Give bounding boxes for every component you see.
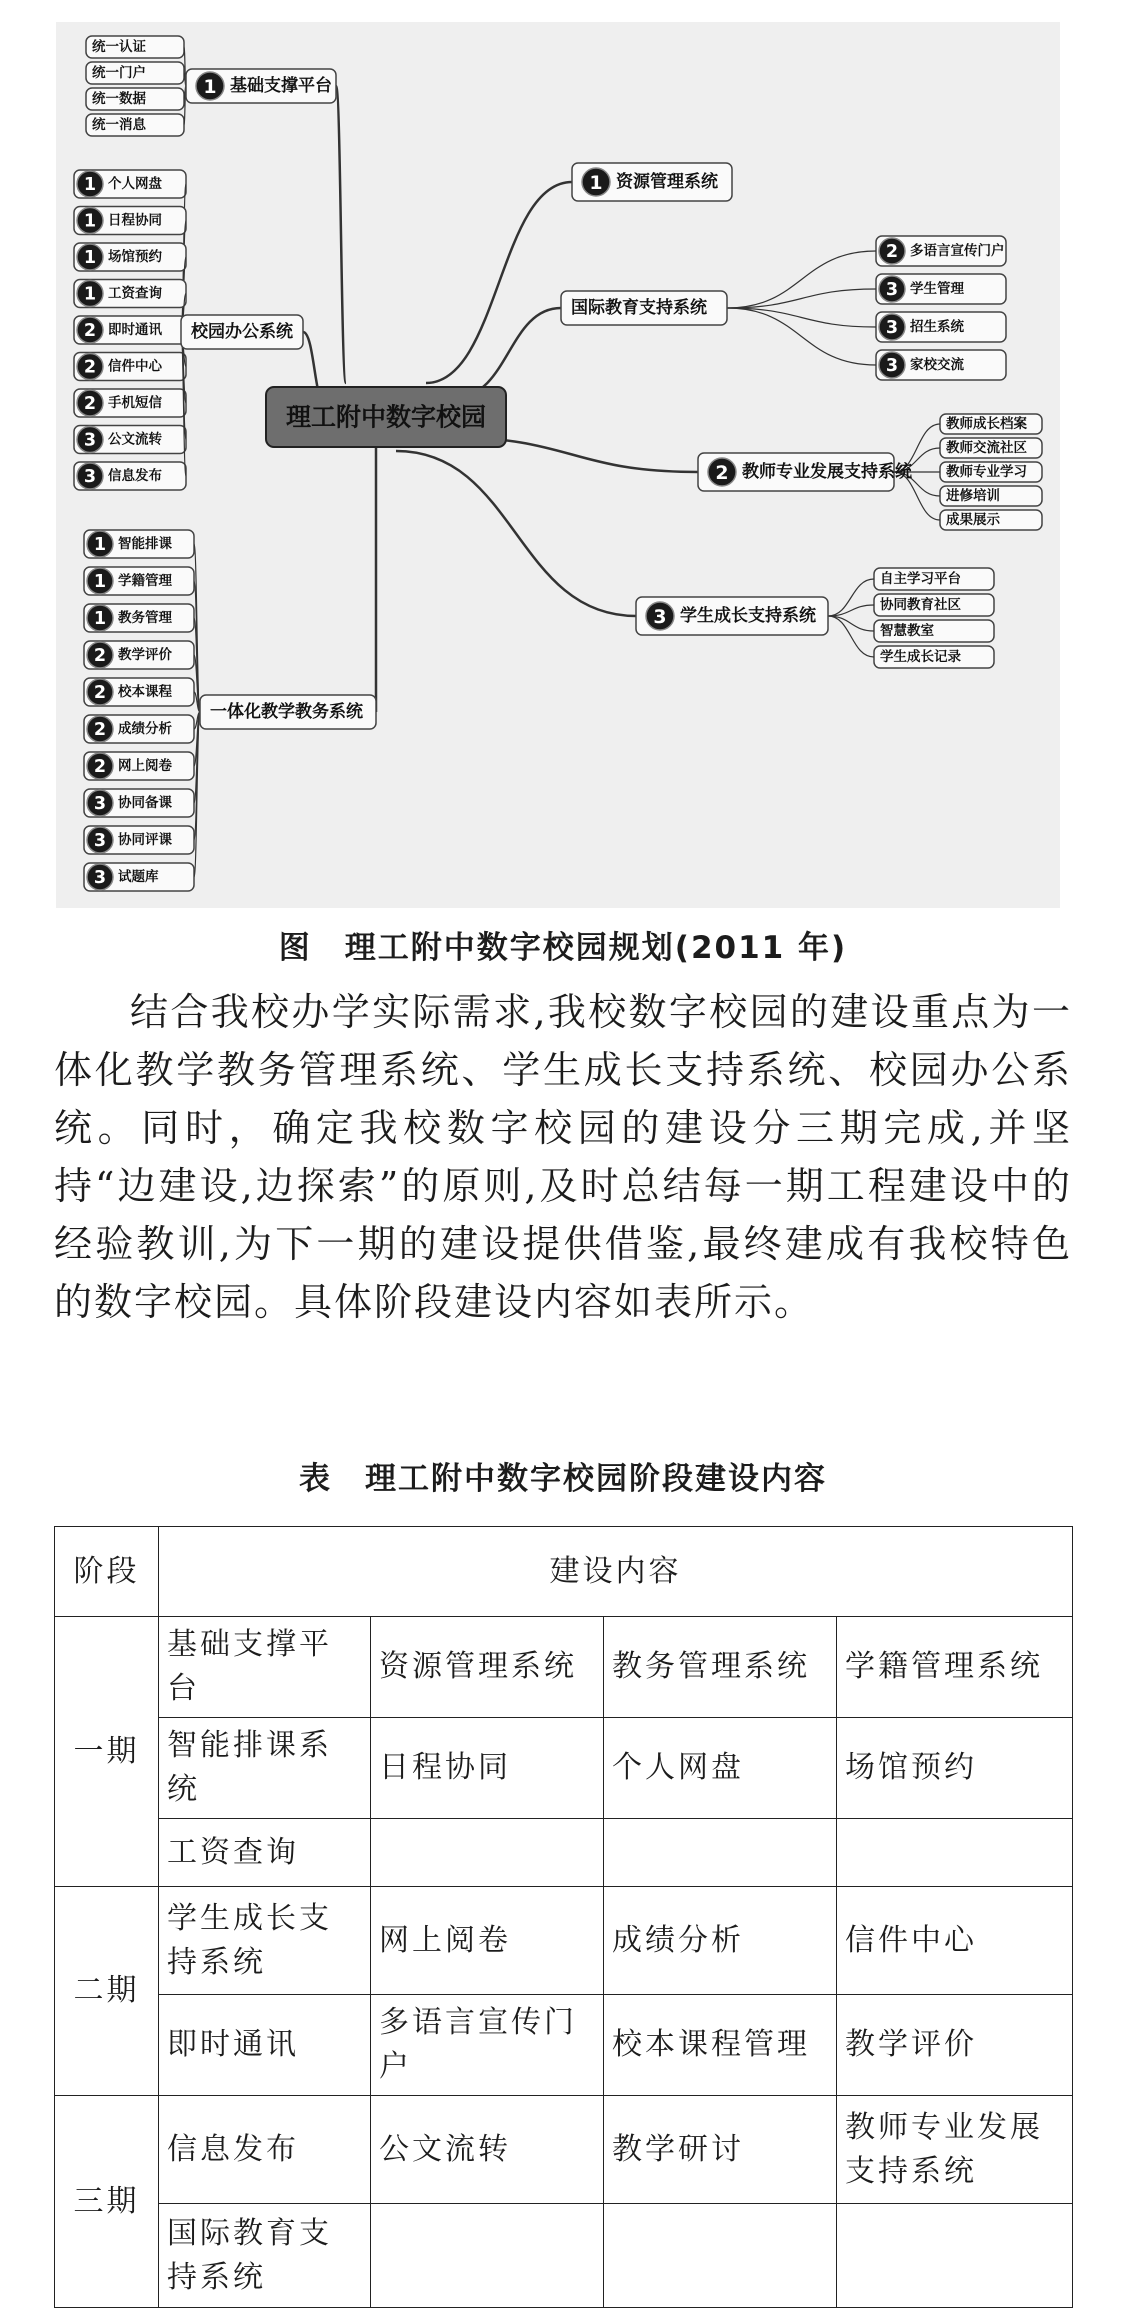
leaf-node-label: 协同评课 <box>118 832 172 848</box>
central-node-label: 理工附中数字校园 <box>285 402 487 432</box>
leaf-node-badge-number: 1 <box>93 535 107 555</box>
leaf-node-label: 成绩分析 <box>118 721 172 737</box>
connector-line <box>727 251 876 308</box>
leaf-node-badge-number: 1 <box>93 572 107 592</box>
leaf-node-badge-number: 1 <box>93 609 107 629</box>
leaf-node-label: 个人网盘 <box>108 176 162 192</box>
leaf-node-badge-number: 2 <box>885 242 899 262</box>
table-cell: 即时通讯 <box>159 1995 371 2096</box>
leaf-node-label: 统一数据 <box>92 91 146 107</box>
leaf-node-badge-number: 2 <box>93 757 107 777</box>
table-cell: 场馆预约 <box>837 1718 1073 1819</box>
branch-node-label: 校园办公系统 <box>191 322 293 342</box>
leaf-node-label: 协同教育社区 <box>880 597 961 613</box>
table-row <box>55 1887 1073 1995</box>
table-cell <box>604 2204 837 2308</box>
table-cell <box>604 1819 837 1887</box>
leaf-node-badge-number: 3 <box>885 318 899 338</box>
branch-node-label: 国际教育支持系统 <box>571 298 707 318</box>
table-cell <box>837 1819 1073 1887</box>
body-paragraph <box>54 983 1072 1331</box>
table-cell <box>371 1819 604 1887</box>
table-cell: 学籍管理系统 <box>837 1617 1073 1718</box>
leaf-node-label: 公文流转 <box>108 431 162 448</box>
leaf-node-label: 多语言宣传门户 <box>910 243 1005 259</box>
leaf-node-badge-number: 2 <box>83 321 97 341</box>
leaf-node-badge-number: 1 <box>83 248 97 268</box>
leaf-node-label: 教师交流社区 <box>946 440 1027 456</box>
table-cell: 信件中心 <box>837 1887 1073 1995</box>
leaf-node-badge-number: 2 <box>93 720 107 740</box>
branch-node-badge-number: 1 <box>203 76 217 98</box>
leaf-node-label: 网上阅卷 <box>118 758 172 774</box>
branch-node-label: 基础支撑平台 <box>230 76 332 96</box>
leaf-node-label: 教务管理 <box>118 610 172 626</box>
leaf-node-label: 自主学习平台 <box>880 571 961 587</box>
table-cell: 公文流转 <box>371 2096 604 2204</box>
leaf-node-label: 学籍管理 <box>118 573 172 589</box>
leaf-node-label: 智慧教室 <box>880 623 934 639</box>
stage-name-cell: 一期 <box>55 1617 159 1887</box>
leaf-node-badge-number: 3 <box>83 430 97 451</box>
leaf-node-badge-number: 3 <box>93 831 107 851</box>
paragraph-text: 结合我校办学实际需求,我校数字校园的建设重点为一体化教学教务管理系统、学生成长支持系统、校园办公系统。同时，确定我校数字校园的建设分三期完成,并坚持“边建设,边探索”的原则,及时总结每一期工程建设中的经验教训,为下一期的建设提供借鉴,最终建成有我校特色的数字校园。具体阶段建设内容如表所示。 <box>54 990 1072 1324</box>
table-cell: 日程协同 <box>371 1718 604 1819</box>
table-cell: 国际教育支持系统 <box>159 2204 371 2308</box>
leaf-node-label: 教学评价 <box>118 647 172 663</box>
table-row <box>55 2204 1073 2308</box>
table-row <box>55 1617 1073 1718</box>
leaf-node-label: 统一门户 <box>92 65 146 81</box>
table-header-content: 建设内容 <box>159 1527 1073 1617</box>
table-cell: 教学研讨 <box>604 2096 837 2204</box>
stage-name-cell: 三期 <box>55 2096 159 2308</box>
table-row <box>55 1718 1073 1819</box>
table-cell: 教务管理系统 <box>604 1617 837 1718</box>
connector-line <box>456 308 561 397</box>
mindmap-figure <box>56 22 1060 908</box>
stage-name-cell: 二期 <box>55 1887 159 2096</box>
leaf-node-badge-number: 3 <box>93 794 107 814</box>
table-row <box>55 2096 1073 2204</box>
table-header-stage: 阶段 <box>55 1527 159 1617</box>
leaf-node-badge-number: 2 <box>93 683 107 703</box>
connector-line <box>727 308 876 365</box>
leaf-node-label: 家校交流 <box>910 357 964 373</box>
leaf-node-label: 手机短信 <box>108 395 162 411</box>
connector-line <box>336 86 346 383</box>
leaf-node-label: 场馆预约 <box>108 249 162 265</box>
leaf-node-badge-number: 3 <box>93 868 107 888</box>
leaf-node-label: 校本课程 <box>118 684 172 700</box>
leaf-node-badge-number: 2 <box>93 646 107 666</box>
leaf-node-label: 信件中心 <box>108 358 162 375</box>
table-caption: 表 理工附中数字校园阶段建设内容 <box>299 1461 827 1497</box>
figure-caption: 图 理工附中数字校园规划(2011 年) <box>278 930 848 966</box>
table-cell: 工资查询 <box>159 1819 371 1887</box>
leaf-node-label: 信息发布 <box>108 468 162 484</box>
connector-line <box>426 182 572 383</box>
leaf-node-label: 即时通讯 <box>108 322 162 338</box>
table-cell <box>837 2204 1073 2308</box>
leaf-node-label: 日程协同 <box>108 212 162 229</box>
connector-line <box>828 616 874 657</box>
branch-node-label: 资源管理系统 <box>616 172 718 192</box>
table-cell: 基础支撑平台 <box>159 1617 371 1718</box>
leaf-node-label: 招生系统 <box>910 319 964 335</box>
table-cell: 智能排课系统 <box>159 1718 371 1819</box>
branch-node-badge-number: 1 <box>589 172 603 194</box>
leaf-node-badge-number: 2 <box>83 357 97 378</box>
connector-line <box>727 308 876 327</box>
connector-line <box>727 289 876 308</box>
table-cell: 教学评价 <box>837 1995 1073 2096</box>
table-cell: 成绩分析 <box>604 1887 837 1995</box>
leaf-node-badge-number: 3 <box>885 280 899 300</box>
connector-line <box>828 616 874 631</box>
leaf-node-label: 工资查询 <box>108 285 162 302</box>
leaf-node-label: 学生管理 <box>910 281 964 297</box>
table-cell: 校本课程管理 <box>604 1995 837 2096</box>
table-row <box>55 1819 1073 1887</box>
table-cell: 信息发布 <box>159 2096 371 2204</box>
leaf-node-label: 教师专业学习 <box>946 464 1027 480</box>
branch-node-label: 学生成长支持系统 <box>680 606 816 626</box>
leaf-node-badge-number: 2 <box>83 394 97 414</box>
branch-node-label: 一体化教学教务系统 <box>210 702 363 722</box>
connector-line <box>396 451 636 616</box>
table-cell: 网上阅卷 <box>371 1887 604 1995</box>
leaf-node-label: 进修培训 <box>946 488 1000 504</box>
table-row <box>55 1995 1073 2096</box>
table-cell: 个人网盘 <box>604 1718 837 1819</box>
leaf-node-badge-number: 1 <box>83 211 97 232</box>
leaf-node-label: 协同备课 <box>118 795 172 811</box>
leaf-node-label: 智能排课 <box>118 536 172 552</box>
table-cell: 教师专业发展支持系统 <box>837 2096 1073 2204</box>
leaf-node-label: 教师成长档案 <box>946 416 1027 432</box>
table-cell: 学生成长支持系统 <box>159 1887 371 1995</box>
table-cell: 资源管理系统 <box>371 1617 604 1718</box>
table-cell <box>371 2204 604 2308</box>
leaf-node-badge-number: 1 <box>83 284 97 305</box>
leaf-node-badge-number: 3 <box>885 356 899 376</box>
stage-table <box>54 1526 1073 2308</box>
leaf-node-badge-number: 3 <box>83 467 97 487</box>
branch-node-badge-number: 2 <box>715 462 729 484</box>
leaf-node-label: 学生成长记录 <box>880 649 961 665</box>
leaf-node-badge-number: 1 <box>83 175 97 195</box>
leaf-node-label: 试题库 <box>118 869 159 885</box>
leaf-node-label: 成果展示 <box>946 512 1000 528</box>
leaf-node-label: 统一消息 <box>92 117 146 133</box>
branch-node-badge-number: 3 <box>653 606 667 628</box>
branch-node-label: 教师专业发展支持系统 <box>742 462 912 482</box>
table-cell: 多语言宣传门户 <box>371 1995 604 2096</box>
leaf-node-label: 统一认证 <box>92 39 146 55</box>
